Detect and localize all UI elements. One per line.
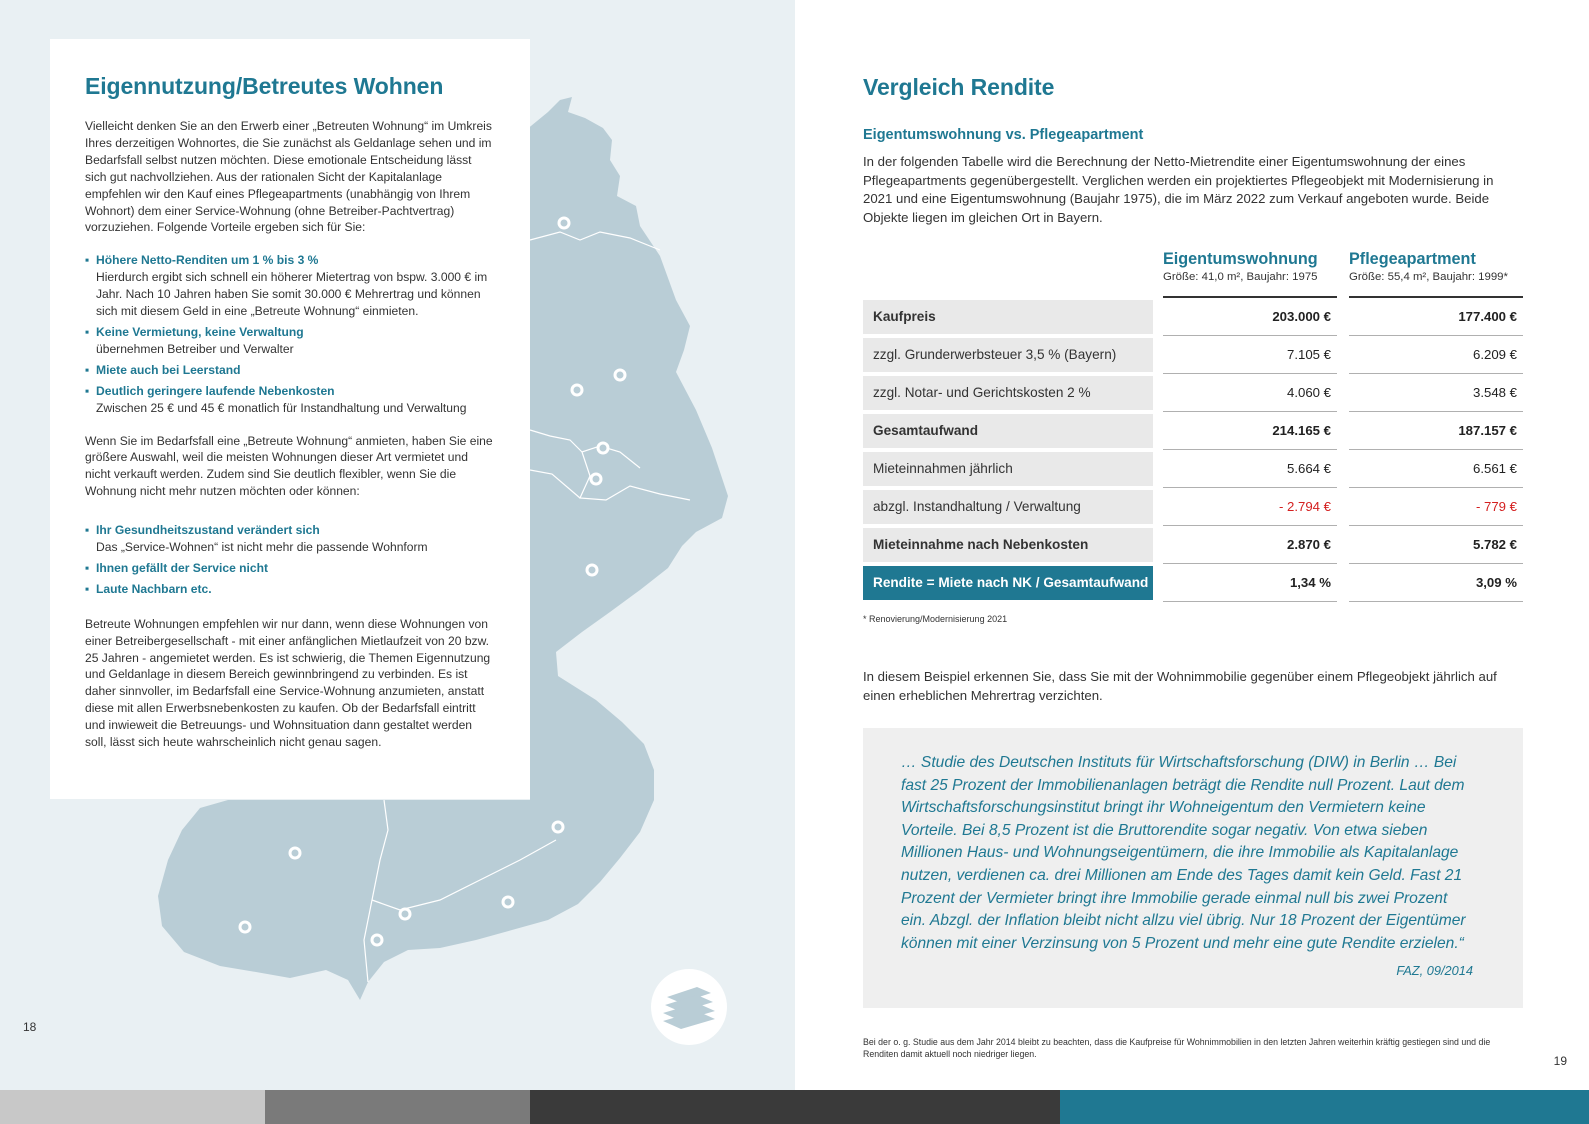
- bullet-icon: ▪: [85, 523, 90, 538]
- bullet-icon: ▪: [85, 253, 90, 268]
- table-row-label: Kaufpreis: [863, 300, 1153, 334]
- table-cell: 4.060 €: [1163, 374, 1337, 412]
- table-cell: 214.165 €: [1163, 412, 1337, 450]
- page-title: Eigennutzung/Betreutes Wohnen: [85, 73, 444, 99]
- section-subtitle: Eigentumswohnung vs. Pflegeapartment: [863, 127, 1144, 143]
- table-row-label: abzgl. Instandhaltung / Verwaltung: [863, 490, 1153, 524]
- city-marker: [559, 218, 569, 228]
- table-cell: 2.870 €: [1163, 526, 1337, 564]
- footer-bar-light: [0, 1090, 265, 1124]
- page-number-left: 18: [23, 1020, 37, 1034]
- table-row-label: Mieteinnahmen jährlich: [863, 452, 1153, 486]
- list-item: ▪ Laute Nachbarn etc.: [85, 581, 212, 596]
- table-cell: 3,09 %: [1349, 564, 1523, 602]
- city-marker: [372, 935, 382, 945]
- left-page: [0, 0, 795, 1090]
- list-item: ▪ Miete auch bei Leerstand: [85, 362, 241, 377]
- footer-bar-dark: [530, 1090, 1060, 1124]
- table-cell: 6.209 €: [1349, 336, 1523, 374]
- text-card: [50, 39, 530, 799]
- table-cell: - 779 €: [1349, 488, 1523, 526]
- city-marker: [572, 385, 582, 395]
- column-header-eigentumswohnung: Eigentumswohnung Größe: 41,0 m², Baujahr: 1975: [1163, 250, 1318, 283]
- bullet-icon: ▪: [85, 324, 90, 339]
- table-cell: - 2.794 €: [1163, 488, 1337, 526]
- recommendation-paragraph: Betreute Wohnungen empfehlen wir nur dann, wenn diese Wohnungen von einer Betreibergesellschaft - mit einer anfänglichen Mietlaufzeit von 20 bzw. 25 Jahren - angemietet werden. Es ist schwierig, die Themen Eigennutzung und Geldanlage in diesem Bereich gewinnbringend zu verbinden. Es ist daher sinnvoller, im Bedarfsfall eine Service-Wohnung anzumieten, anstatt diese mit allen Erwerbsnebenkosten zu kaufen. Ob der Bedarfsfall eintritt und inwieweit die Betreuungs- und Wohnsituation dann gestaltet werden soll, lässt sich heute wahrscheinlich nicht genau sagen.: [85, 616, 491, 750]
- city-marker: [615, 370, 625, 380]
- city-marker: [240, 922, 250, 932]
- reasons-list: [85, 522, 496, 598]
- table-row-label: zzgl. Notar- und Gerichtskosten 2 %: [863, 376, 1153, 410]
- list-item: ▪ Ihr Gesundheitszustand verändert sich Das „Service-Wohnen“ ist nicht mehr die passende Wohnform: [85, 523, 428, 555]
- intro-paragraph: Vielleicht denken Sie an den Erwerb einer „Betreuten Wohnung“ im Umkreis Ihres derzeitigen Wohnortes, die Sie zunächst als Geldanlage sehen und im Bedarfsfall selbst nutzen möchten. Diese emotionale Entscheidung lässt sich gut nachvollziehen. Aus der rationalen Sicht der Kapitalanlage empfehlen wir den Kauf eines Pflegeapartments (unabhängig von Ihrem Wohnort) dem einer Service-Wohnung (ohne Betreiber-Pachtvertrag) vorzuziehen. Folgende Vorteile ergeben sich für Sie:: [85, 119, 492, 235]
- table-row-label: Gesamtaufwand: [863, 414, 1153, 448]
- page-number-right: 19: [1553, 1054, 1567, 1068]
- company-logo: [651, 969, 727, 1045]
- logo-icon: [651, 969, 727, 1045]
- footer-bar-mid: [265, 1090, 530, 1124]
- column-header-pflegeapartment: Pflegeapartment Größe: 55,4 m², Baujahr: 1999*: [1349, 250, 1508, 283]
- bullet-icon: ▪: [85, 581, 90, 596]
- table-cell: 1,34 %: [1163, 564, 1337, 602]
- list-item: ▪ Deutlich geringere laufende Nebenkosten Zwischen 25 € und 45 € monatlich für Instandhaltung und Verwaltung: [85, 383, 467, 415]
- table-cell: 6.561 €: [1349, 450, 1523, 488]
- intro-paragraph-right: In der folgenden Tabelle wird die Berechnung der Netto-Mietrendite einer Eigentumswohnung der eines Pflegeapartments gegenübergestellt. Verglichen werden ein projektiertes Pflegeobjekt mit Modernisierung in 2021 und eine Eigentumswohnung (Baujahr 1975), die im März 2022 zum Verkauf angeboten wurde. Beide Objekte liegen im gleichen Ort in Bayern.: [863, 154, 1494, 225]
- quote-source: FAZ, 09/2014: [1396, 963, 1473, 979]
- list-item: ▪ Höhere Netto-Renditen um 1 % bis 3 % Hierdurch ergibt sich schnell ein höherer Mietertrag von bspw. 3.000 € im Jahr. Nach 10 Jahren haben Sie somit 30.000 € Mehrertrag und können sich mit diesem Geld in eine „Betreute Wohnung“ einmieten.: [85, 253, 488, 319]
- city-marker: [598, 443, 608, 453]
- city-marker: [400, 909, 410, 919]
- city-marker: [587, 565, 597, 575]
- table-footnote: * Renovierung/Modernisierung 2021: [863, 614, 1008, 624]
- table-row-label: Rendite = Miete nach NK / Gesamtaufwand: [863, 566, 1153, 600]
- bullet-icon: ▪: [85, 362, 90, 377]
- table-cell: 5.664 €: [1163, 450, 1337, 488]
- quote-text: … Studie des Deutschen Instituts für Wirtschaftsforschung (DIW) in Berlin … Bei fast 25 Prozent der Immobilienanlagen beträgt die Rendite null Prozent. Laut dem Wirtschaftsforschungsinstitut bringt ihr Wohneigentum den Vermietern keine Vorteile. Bei 8,5 Prozent ist die Bruttorendite sogar negativ. Von etwa sieben Millionen Haus- und Wohnungseigentümern, die ihre Immobilie als Kapitalanlage nutzen, verdienen ca. drei Millionen am Ende des Tages damit kein Geld. Fast 21 Prozent der Vermieter bringt ihre Immobilie gerade einmal null bis zwei Prozent ein. Abzgl. der Inflation bleibt nicht allzu viel übrig. Nur 18 Prozent der Eigentümer können mit einer Verzinsung von 5 Prozent und mehr eine gute Rendite erzielen.“: [901, 754, 1466, 952]
- table-cell: 187.157 €: [1349, 412, 1523, 450]
- conclusion-text: In diesem Beispiel erkennen Sie, dass Sie mit der Wohnimmobilie gegenüber einem Pflegeobjekt jährlich auf einen erheblichen Mehrertrag verzichten.: [863, 669, 1497, 703]
- section-title: Vergleich Rendite: [863, 74, 1055, 100]
- city-marker: [591, 474, 601, 484]
- bullet-icon: ▪: [85, 560, 90, 575]
- list-item: ▪ Keine Vermietung, keine Verwaltung übernehmen Betreiber und Verwalter: [85, 324, 304, 356]
- table-row-label: zzgl. Grunderwerbsteuer 3,5 % (Bayern): [863, 338, 1153, 372]
- table-cell: 3.548 €: [1349, 374, 1523, 412]
- flexibility-paragraph: Wenn Sie im Bedarfsfall eine „Betreute Wohnung“ anmieten, haben Sie eine größere Auswahl, weil die meisten Wohnungen dieser Art vermietet und nicht verkauft werden. Zudem sind Sie deutlich flexibler, wenn Sie die Wohnung nicht mehr nutzen möchten oder können:: [85, 433, 493, 499]
- city-marker: [290, 848, 300, 858]
- city-marker: [553, 822, 563, 832]
- footer-bar-teal: [1060, 1090, 1589, 1124]
- table-cell: 203.000 €: [1163, 298, 1337, 336]
- table-cell: 177.400 €: [1349, 298, 1523, 336]
- table-cell: 7.105 €: [1163, 336, 1337, 374]
- advantages-list: [85, 252, 496, 416]
- table-row-label: Mieteinnahme nach Nebenkosten: [863, 528, 1153, 562]
- bullet-icon: ▪: [85, 383, 90, 398]
- city-marker: [503, 897, 513, 907]
- quote-box: [863, 728, 1523, 1008]
- bottom-note: Bei der o. g. Studie aus dem Jahr 2014 bleibt zu beachten, dass die Kaufpreise für Wohnimmobilien in den letzten Jahren weiterhin kräftig gestiegen sind und die Renditen damit aktuell noch niedriger liegen.: [863, 1037, 1491, 1059]
- table-cell: 5.782 €: [1349, 526, 1523, 564]
- list-item: ▪ Ihnen gefällt der Service nicht: [85, 560, 269, 575]
